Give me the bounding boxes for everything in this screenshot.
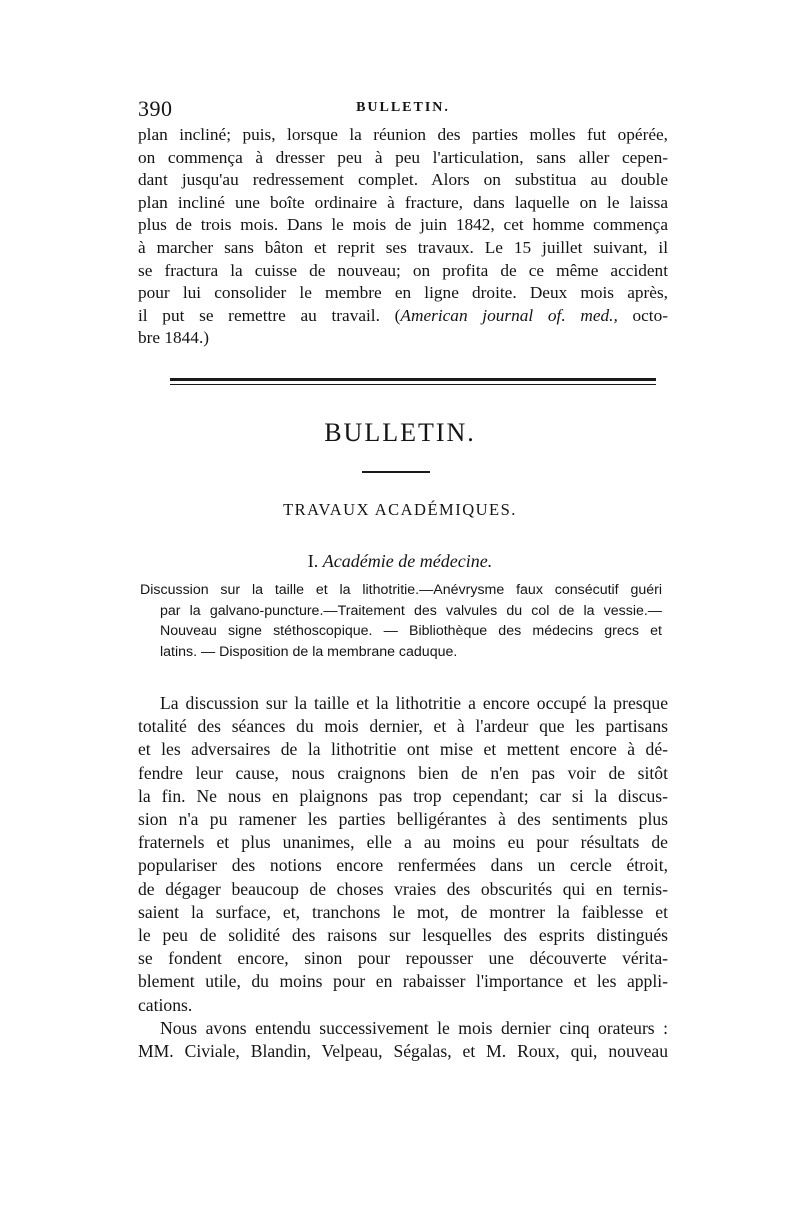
page-number: 390 [138, 96, 173, 121]
text-line: et les adversaires de la lithotritie ont mise et mettent encore à dé- [138, 739, 668, 760]
citation-rest: octo- [617, 305, 668, 325]
text-line: se fractura la cuisse de nouveau; on profita de ce même accident [138, 260, 668, 280]
text-line: dant jusqu'au redressement complet. Alors on substitua au double [138, 170, 668, 190]
text-line: de dégager beaucoup de choses vraies des obscurités qui en ternis- [138, 878, 668, 899]
text-line: sion n'a pu ramener les parties belligérantes à des sentiments plus [138, 809, 668, 830]
text-line: bre 1844.) [138, 328, 210, 348]
text-line: cations. [138, 994, 193, 1015]
text-line: plus de trois mois. Dans le mois de juin 1842, cet homme commença [138, 215, 668, 235]
title-underline [362, 471, 430, 473]
text-line-start: il put se remettre au travail. [138, 305, 380, 325]
text-line: populariser des notions encore renfermées dans un cercle étroit, [138, 855, 668, 876]
opening-paragraph [138, 124, 668, 350]
summary-line: Discussion sur la taille et la lithotritie.—Anévrysme faux consécutif guéri [140, 582, 662, 598]
text-line: la fin. Ne nous en plaignons pas trop cependant; car si la discus- [138, 785, 668, 806]
text-line: MM. Civiale, Blandin, Velpeau, Ségalas, et M. Roux, qui, nouveau [138, 1041, 668, 1062]
text-line: plan incliné; puis, lorsque la réunion des parties molles fut opérée, [138, 125, 668, 144]
text-line-with-citation [138, 305, 668, 328]
text-line: fendre leur cause, nous craignons bien de n'en pas voir de sitôt [138, 762, 668, 783]
text-line: fraternels et plus unanimes, elle a au moins eu pour résultats de [138, 832, 668, 853]
summary-line: Nouveau signe stéthoscopique. — Bibliothèque des médecins grecs et [160, 623, 662, 639]
subsection-heading [0, 551, 800, 572]
summary-line: latins. — Disposition de la membrane caduque. [160, 643, 458, 660]
section-divider-thin [170, 384, 656, 385]
subsection-number: I. [307, 551, 319, 571]
summary-block [140, 580, 662, 662]
text-line: se fondent encore, sinon pour repousser une découverte vérita- [138, 948, 668, 969]
text-line: totalité des séances du mois dernier, et à l'ardeur que les partisans [138, 716, 668, 737]
citation-open: ( [394, 305, 401, 325]
text-line: blement utile, du moins pour en rabaisser l'importance et les appli- [138, 971, 668, 992]
main-paragraph [138, 692, 668, 1063]
running-title: BULLETIN. [356, 100, 450, 115]
subsection-title: Académie de médecine. [322, 551, 493, 571]
text-line: saient la surface, et, tranchons le mot, de montrer la faiblesse et [138, 901, 668, 922]
text-line: on commença à dresser peu à peu l'articulation, sans aller cepen- [138, 147, 668, 167]
text-line: à marcher sans bâton et reprit ses travaux. Le 15 juillet suivant, il [138, 237, 668, 257]
section-title: TRAVAUX ACADÉMIQUES. [283, 500, 517, 519]
bulletin-title: BULLETIN. [324, 418, 476, 447]
page-header [138, 96, 668, 122]
text-line: La discussion sur la taille et la lithotritie a encore occupé la presque [160, 693, 668, 713]
section-divider-thick [170, 378, 656, 381]
summary-line: par la galvano-puncture.—Traitement des valvules du col de la vessie.— [160, 602, 662, 619]
text-line: plan incliné une boîte ordinaire à fracture, dans laquelle on le laissa [138, 192, 668, 212]
citation-journal: American journal of. med., [400, 305, 618, 325]
text-line: Nous avons entendu successivement le mois dernier cinq orateurs : [160, 1017, 668, 1038]
text-line: pour lui consolider le membre en ligne droite. Deux mois après, [138, 283, 668, 303]
text-line: le peu de solidité des raisons sur lesquelles des esprits distingués [138, 925, 668, 946]
